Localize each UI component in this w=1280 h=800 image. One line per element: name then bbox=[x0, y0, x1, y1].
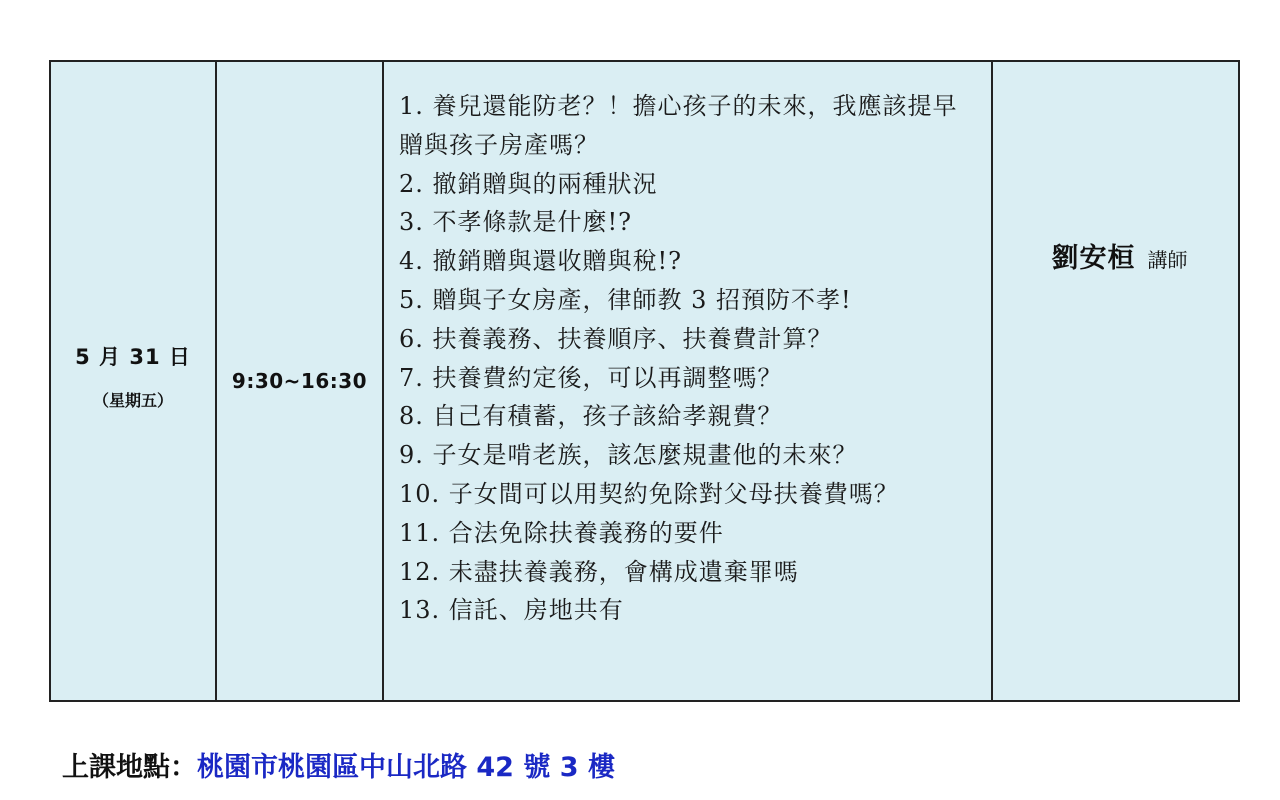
topics-cell bbox=[383, 61, 992, 701]
location-address: 桃園市桃園區中山北路 42 號 3 樓 bbox=[197, 752, 615, 783]
topic-item: 4. 撤銷贈與還收贈與稅!? bbox=[399, 247, 683, 276]
session-weekday: （星期五） bbox=[92, 391, 173, 410]
topic-item: 3. 不孝條款是什麼!? bbox=[399, 208, 633, 237]
topic-item: 13. 信託、房地共有 bbox=[399, 596, 624, 625]
speaker-title: 講師 bbox=[1147, 248, 1188, 272]
session-date: 5 月 31 日 bbox=[75, 345, 191, 369]
speaker-name: 劉安桓 bbox=[1051, 243, 1136, 274]
topic-item: 5. 贈與子女房產，律師教 3 招預防不孝! bbox=[399, 285, 852, 314]
topic-item: 12. 未盡扶養義務，會構成遺棄罪嗎 bbox=[399, 557, 799, 586]
topic-list bbox=[384, 62, 991, 630]
topic-item: 10. 子女間可以用契約免除對父母扶養費嗎？ bbox=[399, 479, 899, 508]
schedule-row bbox=[50, 61, 1239, 701]
topic-item: 9. 子女是啃老族，該怎麼規畫他的未來？ bbox=[399, 441, 858, 470]
topic-item: 6. 扶養義務、扶養順序、扶養費計算？ bbox=[399, 324, 833, 353]
date-cell bbox=[50, 61, 216, 701]
topic-item: 2. 撤銷贈與的兩種狀況 bbox=[399, 169, 658, 198]
class-location bbox=[62, 748, 615, 788]
speaker bbox=[993, 236, 1238, 275]
topic-item: 11. 合法免除扶養義務的要件 bbox=[399, 518, 724, 547]
session-time: 9:30~16:30 bbox=[231, 369, 368, 393]
location-label: 上課地點： bbox=[62, 752, 197, 783]
time-cell bbox=[216, 61, 383, 701]
topic-item: 1. 養兒還能防老？！擔心孩子的未來，我應該提早贈與孩子房產嗎？ bbox=[399, 92, 958, 159]
speaker-cell bbox=[992, 61, 1239, 701]
topic-item: 8. 自己有積蓄，孩子該給孝親費？ bbox=[399, 402, 783, 431]
schedule-table bbox=[49, 60, 1240, 702]
topic-item: 7. 扶養費約定後，可以再調整嗎？ bbox=[399, 363, 783, 392]
